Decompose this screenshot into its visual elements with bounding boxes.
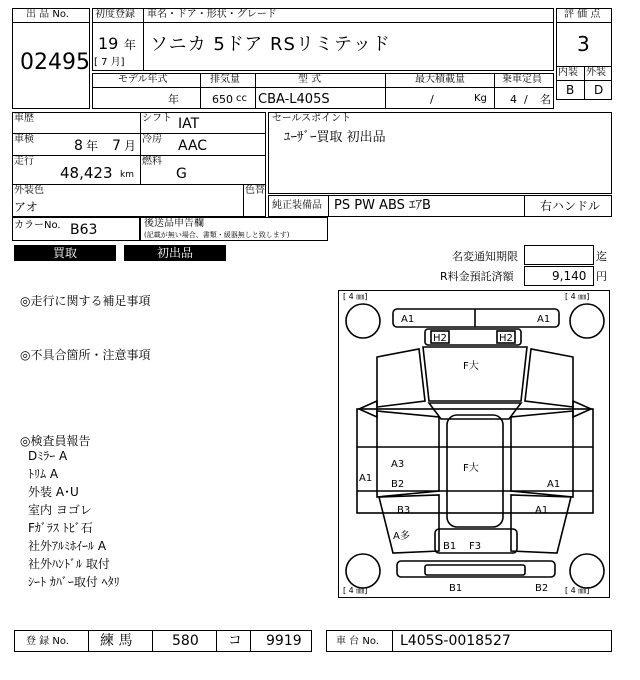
- name-change-unit: 迄: [596, 250, 607, 263]
- mark-roof: F大: [463, 463, 479, 474]
- equipment-list: PS PW ABS ｴｱB: [334, 198, 431, 213]
- mark-front-bumper-left: A1: [401, 314, 415, 325]
- overall-rating: 3: [577, 32, 590, 56]
- recycle-fee-unit: 円: [596, 270, 607, 283]
- shift-label: シフト: [142, 113, 172, 124]
- displacement: 650: [212, 93, 233, 106]
- inspection-month: 7: [112, 138, 121, 154]
- car-name: ソニカ 5ドア RSリミテッド: [150, 34, 391, 55]
- mark-left-rear-quarter: A多: [393, 531, 410, 542]
- displacement-label: 排気量: [210, 74, 240, 85]
- delivery-note: (記載が無い場合、書類・緩器無しと致します): [144, 231, 290, 239]
- tag-first-listing: 初出品: [124, 245, 226, 261]
- mark-rear-glass-b1: B1: [443, 541, 457, 552]
- chassis-label: 車 台 No.: [336, 636, 379, 647]
- mark-rear-bumper-b2: B2: [535, 583, 549, 594]
- type-label: 型 式: [298, 74, 322, 85]
- mileage-unit: km: [120, 170, 134, 180]
- capacity-slash: /: [524, 93, 528, 106]
- rating-label: 評 価 点: [564, 9, 601, 20]
- model-year-unit: 年: [168, 93, 179, 106]
- inspector-item: 社外ｱﾙﾐﾎｲｰﾙ A: [28, 539, 107, 553]
- mark-right-front: A1: [547, 479, 561, 490]
- registration-year: 19: [98, 34, 119, 53]
- tire-rear-left: [346, 554, 380, 588]
- mark-headlight-left: H2: [433, 333, 447, 344]
- inspector-report-title: ◎検査員報告: [20, 434, 91, 448]
- car-name-label: 車名・ドア・形状・グレード: [147, 9, 277, 20]
- mileage-value: 48,423: [60, 164, 113, 182]
- chassis-number: L405S-0018527: [400, 633, 511, 649]
- first-registration-label: 初度登録: [95, 9, 135, 20]
- interior-label: 内装: [558, 67, 578, 78]
- mileage-label: 走行: [14, 156, 34, 167]
- tire-rear-right: [570, 554, 604, 588]
- sales-points-label: セールスポイント: [272, 113, 352, 124]
- capacity-label: 乗車定員: [502, 74, 542, 85]
- interior-grade: B: [566, 83, 575, 97]
- delivery-label: 後送品申告欄: [144, 218, 204, 229]
- tire-depth-front-right: [ 4 ㎜]: [565, 292, 590, 301]
- lot-label: 出 品 No.: [26, 9, 69, 20]
- tire-depth-rear-right: [ 4 ㎜]: [565, 586, 590, 595]
- inspector-item: 社外ﾊﾝﾄﾞﾙ 取付: [28, 557, 110, 571]
- inspector-item: 室内 ヨゴレ: [28, 503, 92, 517]
- max-load-slash: /: [430, 93, 434, 106]
- car-outline: [339, 291, 610, 598]
- fuel-value: G: [176, 166, 187, 182]
- tire-front-right: [570, 304, 604, 338]
- color-no: B63: [70, 222, 98, 238]
- mark-left-front-door-a3: A3: [391, 459, 405, 470]
- fuel-label: 燃料: [142, 156, 162, 167]
- exterior-grade: D: [594, 83, 604, 97]
- tag-buyout: 買取: [14, 245, 116, 261]
- plate-class: 580: [172, 633, 199, 649]
- displacement-unit: cc: [236, 93, 247, 104]
- mark-right-rear: A1: [535, 505, 549, 516]
- lot-number: 02495: [20, 50, 90, 75]
- history-block: [12, 112, 266, 217]
- exterior-color: アオ: [14, 200, 38, 214]
- mark-headlight-right: H2: [499, 333, 513, 344]
- recycle-fee-value: 9,140: [552, 269, 587, 283]
- inspection-year-unit: 年: [86, 139, 99, 153]
- inspector-item: ｼｰﾄ ｶﾊﾞｰ取付 ﾍﾀﾘ: [28, 575, 120, 589]
- plate-region: 練 馬: [100, 633, 133, 649]
- tire-depth-rear-left: [ 4 ㎜]: [343, 586, 368, 595]
- registration-year-unit: 年: [124, 38, 137, 52]
- model-year-label: モデル年式: [118, 74, 168, 85]
- sales-points-text: ﾕｰｻﾞｰ買取 初出品: [284, 130, 386, 145]
- color-change-label: 色替: [245, 185, 265, 196]
- plate-number: 9919: [266, 633, 302, 649]
- color-no-label: カラーNo.: [14, 220, 61, 231]
- tire-front-left: [346, 304, 380, 338]
- mark-rear-glass-f3: F3: [469, 541, 482, 552]
- steering-side: 右ハンドル: [540, 199, 601, 213]
- mark-left-front-door-b2: B2: [391, 479, 405, 490]
- ac-value: AAC: [178, 138, 208, 154]
- tire-depth-front-left: [ 4 ㎜]: [343, 292, 368, 301]
- damage-diagram: [338, 290, 610, 598]
- defects-title: ◎不具合箇所・注意事項: [20, 348, 151, 362]
- max-load-label: 最大積載量: [415, 74, 465, 85]
- capacity: 4: [510, 93, 517, 106]
- history-label: 車歴: [14, 113, 34, 124]
- plate-label: 登 録 No.: [26, 636, 69, 647]
- inspection-month-unit: 月: [124, 139, 137, 153]
- inspector-item: Fｶﾞﾗｽ ﾄﾋﾞ石: [28, 521, 93, 535]
- registration-month: [ 7 月]: [94, 57, 125, 68]
- capacity-unit: 名: [540, 93, 551, 106]
- inspector-item: 外装 A･U: [28, 485, 79, 499]
- model-code: CBA-L405S: [258, 92, 330, 107]
- name-change-value-box: [524, 245, 594, 265]
- inspector-item: Dﾐﾗｰ A: [28, 449, 68, 463]
- ac-label: 冷房: [142, 134, 162, 145]
- mark-rear-bumper-b1: B1: [449, 583, 463, 594]
- mark-left-front-fender: A1: [359, 473, 373, 484]
- mark-front-bumper-right: A1: [537, 314, 551, 325]
- equipment-label: 純正装備品: [272, 200, 322, 211]
- driving-notes-title: ◎走行に関する補足事項: [20, 294, 151, 308]
- mark-hood: F大: [463, 361, 479, 372]
- max-load-unit: Kg: [474, 93, 487, 104]
- inspection-year: 8: [74, 138, 83, 154]
- recycle-fee-label: R料金預託済額: [440, 270, 514, 283]
- shift-value: IAT: [178, 116, 200, 132]
- plate-kana: コ: [228, 633, 242, 649]
- exterior-color-label: 外装色: [14, 185, 44, 196]
- inspector-item: ﾄﾘﾑ A: [28, 467, 59, 481]
- mark-left-rear-door: B3: [397, 505, 411, 516]
- exterior-label: 外装: [586, 67, 606, 78]
- name-change-label: 名変通知期限: [452, 250, 518, 263]
- inspection-label: 車検: [14, 134, 34, 145]
